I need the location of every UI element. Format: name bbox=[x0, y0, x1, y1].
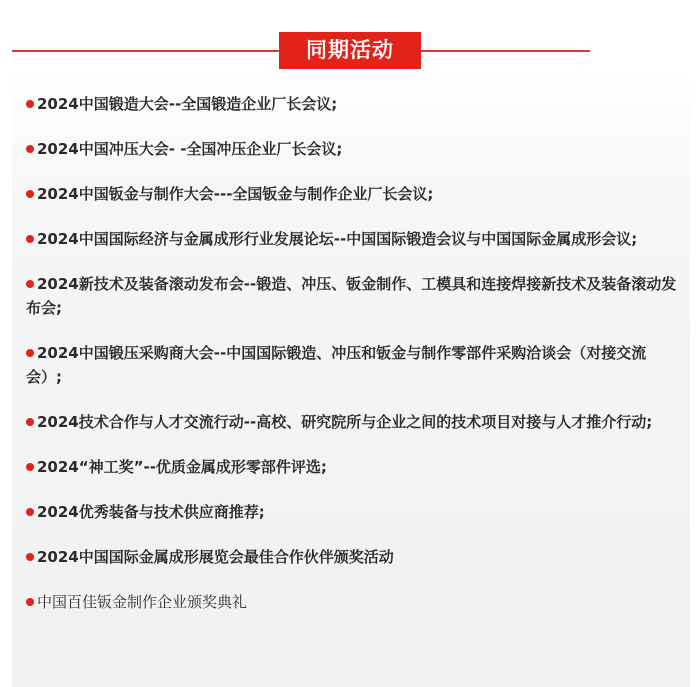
list-item-text: 2024中国锻造大会--全国锻造企业厂长会议; bbox=[37, 95, 338, 113]
list-item bbox=[26, 227, 682, 251]
bullet-dot-icon bbox=[26, 280, 34, 288]
list-item bbox=[26, 92, 682, 116]
bullet-dot-icon bbox=[26, 508, 34, 516]
activity-list bbox=[12, 70, 690, 614]
list-item bbox=[26, 182, 682, 206]
section-title: 同期活动 bbox=[279, 32, 421, 69]
bullet-dot-icon bbox=[26, 553, 34, 561]
list-item-text: 2024“神工奖”--优质金属成形零部件评选; bbox=[37, 458, 327, 476]
list-item bbox=[26, 137, 682, 161]
bullet-dot-icon bbox=[26, 349, 34, 357]
list-item-text: 2024中国国际金属成形展览会最佳合作伙伴颁奖活动 bbox=[37, 548, 394, 566]
bullet-dot-icon bbox=[26, 418, 34, 426]
list-item bbox=[26, 272, 682, 320]
list-item-text: 2024中国国际经济与金属成形行业发展论坛--中国国际锻造会议与中国国际金属成形会议; bbox=[37, 230, 638, 248]
list-item bbox=[26, 590, 682, 614]
bullet-dot-icon bbox=[26, 145, 34, 153]
list-item-text: 2024新技术及装备滚动发布会--锻造、冲压、钣金制作、工模具和连接焊接新技术及装备滚动发布会; bbox=[26, 275, 677, 317]
bullet-dot-icon bbox=[26, 100, 34, 108]
list-item-text: 2024中国钣金与制作大会---全国钣金与制作企业厂长会议; bbox=[37, 185, 434, 203]
list-item bbox=[26, 410, 682, 434]
list-item-text: 2024优秀装备与技术供应商推荐; bbox=[37, 503, 265, 521]
activity-list-panel bbox=[12, 70, 690, 687]
list-item bbox=[26, 341, 682, 389]
list-item-text: 中国百佳钣金制作企业颁奖典礼 bbox=[37, 593, 248, 611]
list-item bbox=[26, 455, 682, 479]
list-item-text: 2024中国冲压大会- -全国冲压企业厂长会议; bbox=[37, 140, 343, 158]
bullet-dot-icon bbox=[26, 235, 34, 243]
list-item-text: 2024中国锻压采购商大会--中国国际锻造、冲压和钣金与制作零部件采购洽谈会（对接交流会）; bbox=[26, 344, 647, 386]
bullet-dot-icon bbox=[26, 598, 34, 606]
list-item bbox=[26, 545, 682, 569]
section-header bbox=[0, 0, 696, 70]
list-item bbox=[26, 500, 682, 524]
list-item-text: 2024技术合作与人才交流行动--高校、研究院所与企业之间的技术项目对接与人才推介行动; bbox=[37, 413, 653, 431]
bullet-dot-icon bbox=[26, 463, 34, 471]
bullet-dot-icon bbox=[26, 190, 34, 198]
